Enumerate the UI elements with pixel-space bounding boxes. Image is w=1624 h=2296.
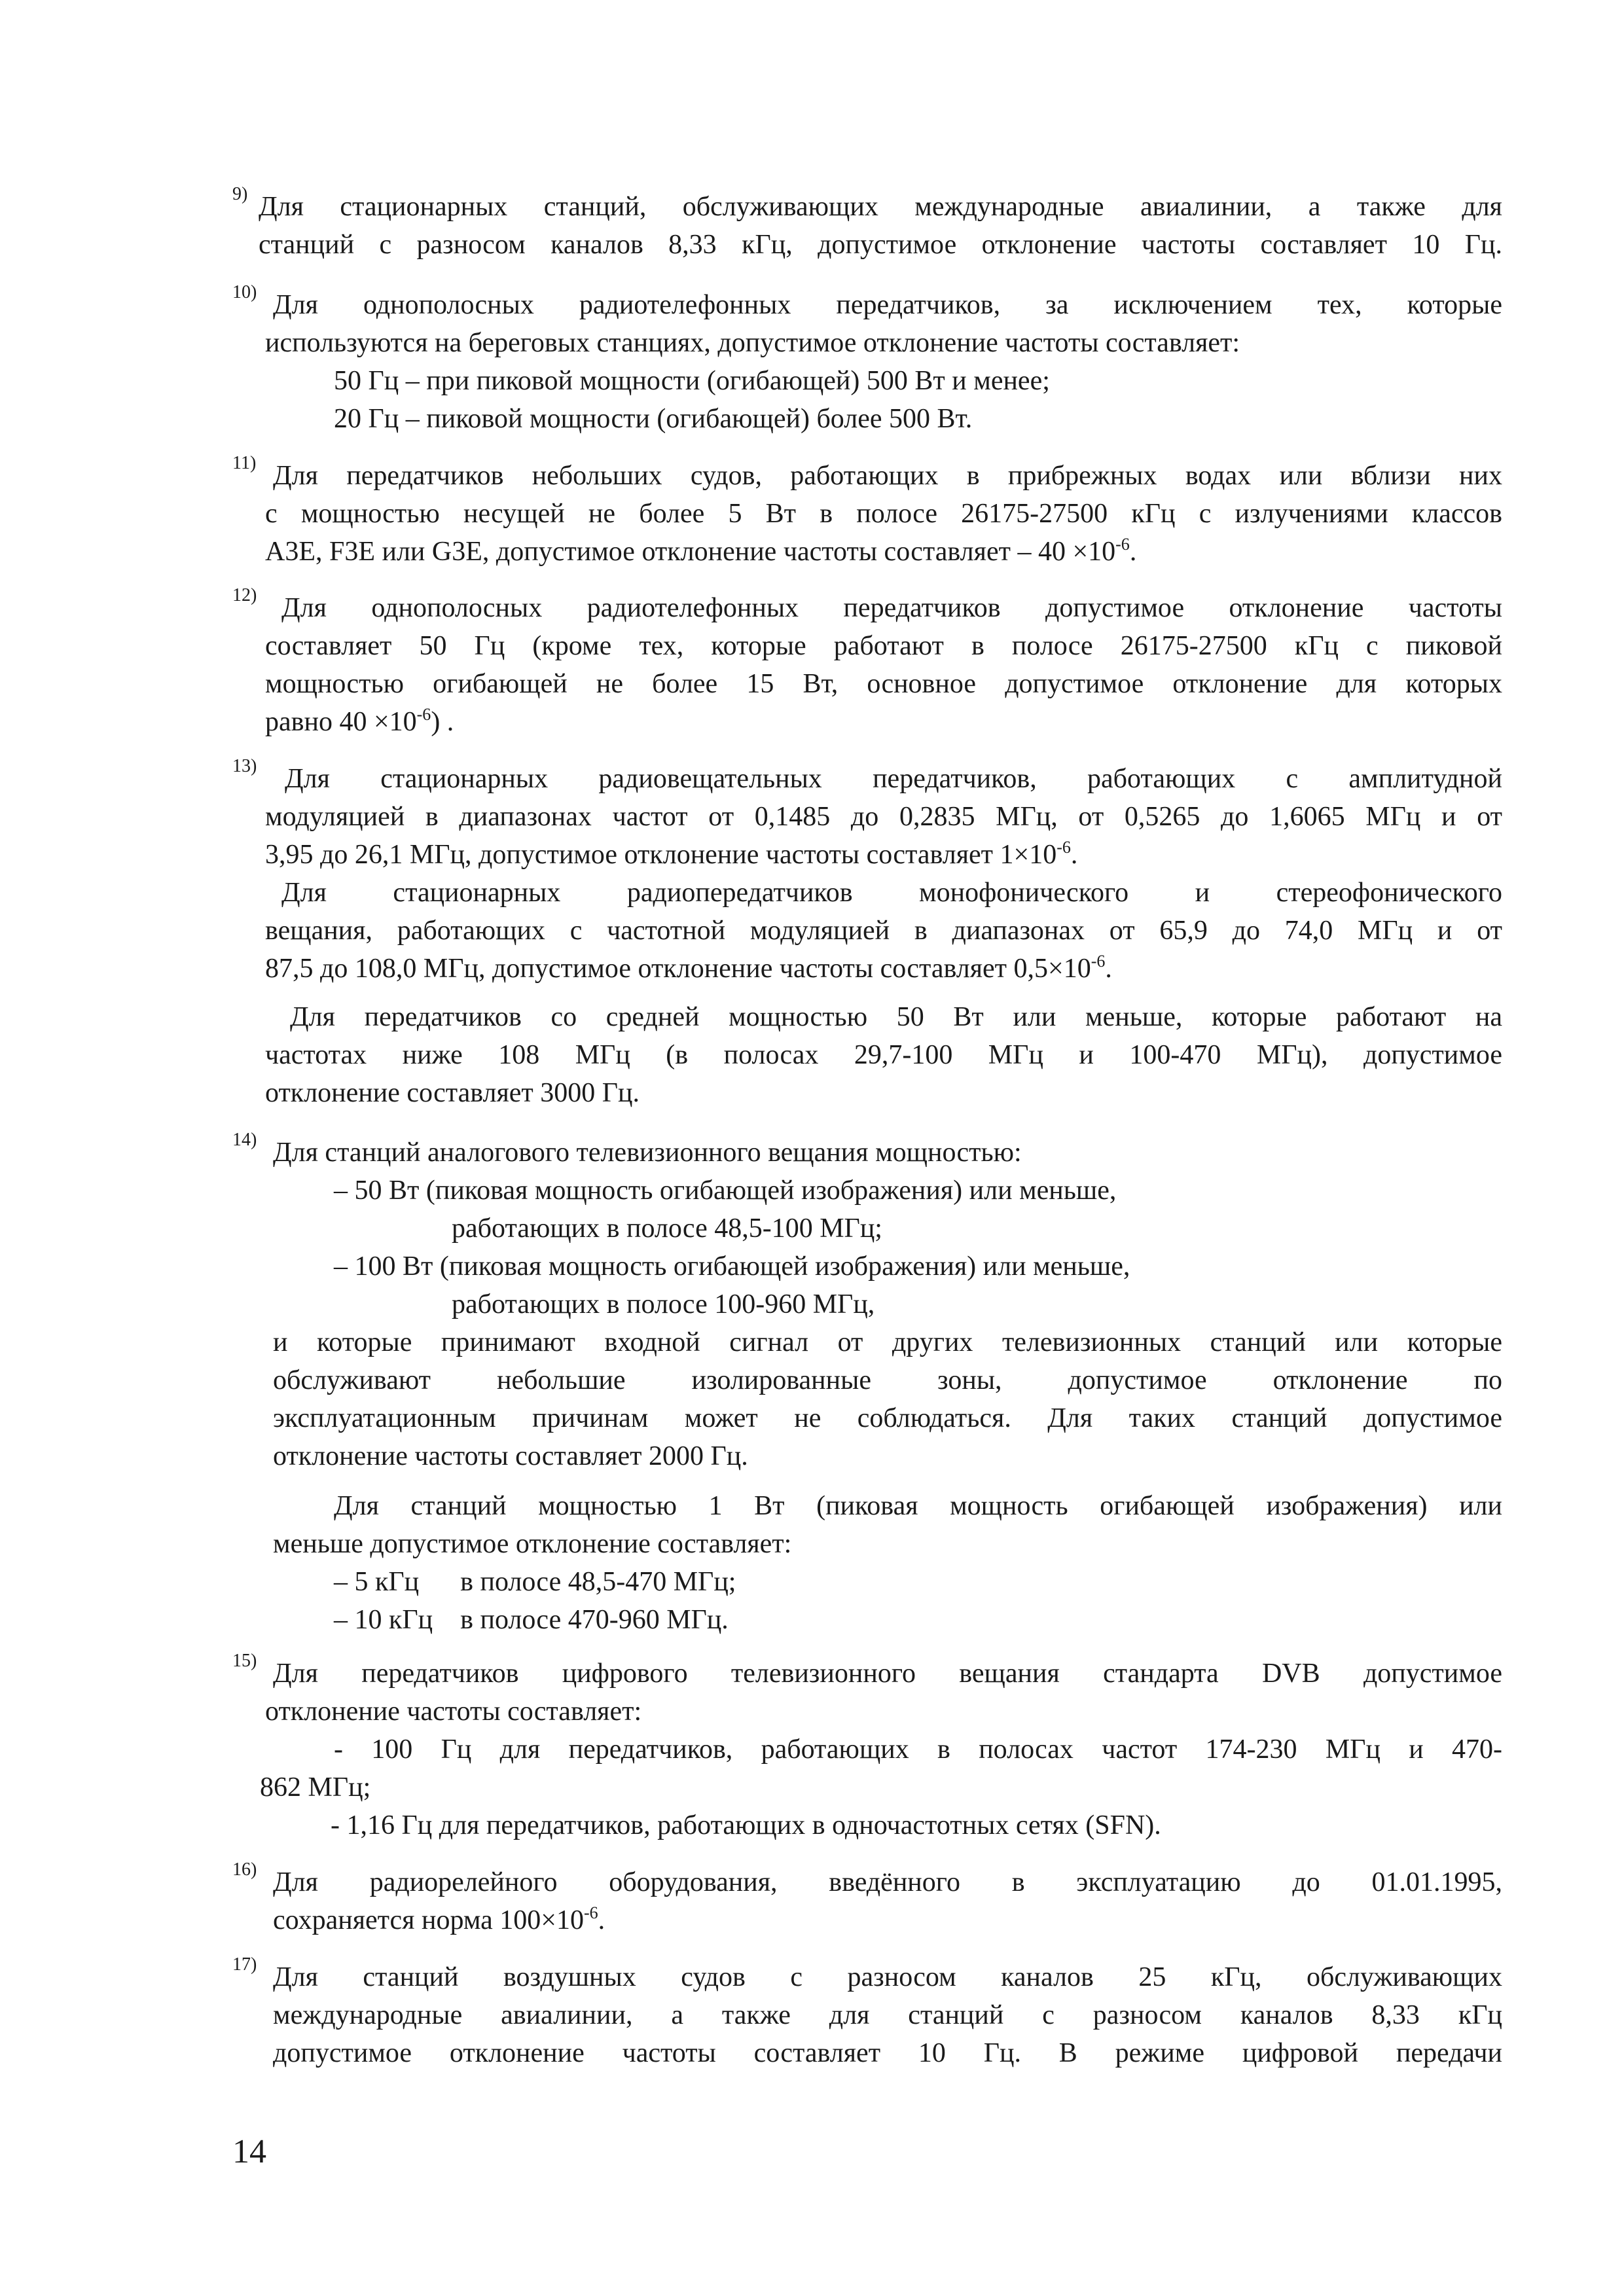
- footnote-line: обслуживают небольшие изолированные зоны, допустимое отклонение по: [273, 1365, 1502, 1395]
- footnote-11: [232, 453, 1502, 571]
- footnote-line: – 5 кГц в полосе 48,5-470 МГц;: [334, 1567, 736, 1597]
- exponent: -6: [1091, 952, 1106, 971]
- footnote-line: Для станций воздушных судов с разносом каналов 25 кГц, обслуживающих: [273, 1962, 1502, 1992]
- footnote-17: [232, 1954, 1502, 2072]
- footnote-line: станций с разносом каналов 8,33 кГц, допустимое отклонение частоты составляет 10 Гц.: [259, 230, 1502, 260]
- footnote-number: 16): [232, 1859, 257, 1880]
- exponent: -6: [1115, 535, 1130, 554]
- footnote-line: работающих в полосе 100-960 МГц,: [452, 1289, 875, 1319]
- exponent: -6: [1056, 838, 1071, 857]
- page-number: 14: [232, 2133, 266, 2170]
- line-text: .: [598, 1905, 605, 1935]
- footnote-number: 9): [232, 184, 248, 204]
- exponent: -6: [583, 1903, 598, 1922]
- footnote-line: и которые принимают входной сигнал от других телевизионных станций или которые: [273, 1327, 1502, 1357]
- footnote-line: Для радиорелейного оборудования, введённого в эксплуатацию до 01.01.1995,: [273, 1867, 1502, 1897]
- footnote-line: – 50 Вт (пиковая мощность огибающей изображения) или меньше,: [334, 1175, 1117, 1206]
- footnote-line: Для стационарных станций, обслуживающих международные авиалинии, а также для: [259, 192, 1502, 222]
- footnote-number: 17): [232, 1954, 257, 1975]
- footnote-line: 50 Гц – при пиковой мощности (огибающей) 500 Вт и менее;: [334, 366, 1050, 396]
- footnote-line: модуляцией в диапазонах частот от 0,1485 до 0,2835 МГц, от 0,5265 до 1,6065 МГц и от: [265, 802, 1502, 832]
- footnote-line: – 10 кГц в полосе 470-960 МГц.: [334, 1605, 729, 1635]
- footnote-line: [265, 950, 1502, 988]
- footnote-line: мощностью огибающей не более 15 Вт, основное допустимое отклонение для которых: [265, 669, 1502, 699]
- footnote-12: [232, 585, 1502, 741]
- footnote-number: 11): [232, 453, 257, 473]
- footnote-line: составляет 50 Гц (кроме тех, которые работают в полосе 26175-27500 кГц с пиковой: [265, 631, 1502, 661]
- footnote-line: с мощностью несущей не более 5 Вт в полосе 26175-27500 кГц с излучениями классов: [265, 499, 1502, 529]
- footnote-10: [232, 282, 1502, 438]
- footnote-line: отклонение составляет 3000 Гц.: [265, 1078, 640, 1108]
- footnote-line: - 1,16 Гц для передатчиков, работающих в одночастотных сетях (SFN).: [331, 1810, 1161, 1840]
- footnote-line: [265, 703, 1502, 741]
- line-text: .: [1129, 537, 1137, 567]
- footnote-number: 15): [232, 1651, 257, 1671]
- footnote-line: эксплуатационным причинам может не соблюдаться. Для таких станций допустимое: [273, 1403, 1502, 1433]
- footnote-line: отклонение частоты составляет 2000 Гц.: [273, 1441, 748, 1471]
- footnote-16: [232, 1859, 1502, 1939]
- footnote-line: 862 МГц;: [260, 1772, 371, 1803]
- line-text: 3,95 до 26,1 МГц, допустимое отклонение частоты составляет 1×10: [265, 840, 1057, 870]
- exponent: -6: [416, 705, 431, 724]
- footnote-line: Для стационарных радиопередатчиков монофонического и стереофонического: [281, 878, 1502, 908]
- footnote-9: [232, 184, 1502, 264]
- footnote-number: 12): [232, 585, 257, 605]
- footnote-line: меньше допустимое отклонение составляет:: [273, 1529, 792, 1559]
- footnote-line: используются на береговых станциях, допустимое отклонение частоты составляет:: [265, 328, 1240, 358]
- line-text: ) .: [431, 707, 454, 737]
- footnote-line: [273, 1901, 1502, 1939]
- footnote-number: 10): [232, 282, 257, 302]
- footnote-line: [265, 836, 1502, 874]
- footnote-line: Для станций мощностью 1 Вт (пиковая мощность огибающей изображения) или: [334, 1491, 1502, 1521]
- footnote-number: 13): [232, 756, 257, 776]
- line-text: 87,5 до 108,0 МГц, допустимое отклонение частоты составляет 0,5×10: [265, 954, 1091, 984]
- footnote-line: Для передатчиков со средней мощностью 50 Вт или меньше, которые работают на: [290, 1002, 1502, 1032]
- footnote-15: [232, 1651, 1502, 1844]
- footnote-line: [265, 533, 1502, 571]
- footnote-line: частотах ниже 108 МГц (в полосах 29,7-100 МГц и 100-470 МГц), допустимое: [265, 1040, 1502, 1070]
- footnote-line: Для передатчиков цифрового телевизионного вещания стандарта DVB допустимое: [273, 1659, 1502, 1689]
- footnote-number: 14): [232, 1130, 257, 1150]
- footnote-line: работающих в полосе 48,5-100 МГц;: [452, 1213, 882, 1244]
- footnote-line: - 100 Гц для передатчиков, работающих в полосах частот 174-230 МГц и 470-: [334, 1734, 1502, 1765]
- line-text: сохраняется норма 100×10: [273, 1905, 584, 1935]
- line-text: .: [1070, 840, 1078, 870]
- footnote-line: отклонение частоты составляет:: [265, 1696, 642, 1727]
- footnote-13: [232, 756, 1502, 1112]
- footnote-line: – 100 Вт (пиковая мощность огибающей изображения) или меньше,: [334, 1251, 1130, 1282]
- footnote-line: Для передатчиков небольших судов, работающих в прибрежных водах или вблизи них: [273, 461, 1502, 491]
- footnote-line: Для однополосных радиотелефонных передатчиков допустимое отклонение частоты: [281, 593, 1502, 623]
- footnote-line: 20 Гц – пиковой мощности (огибающей) более 500 Вт.: [334, 404, 973, 434]
- footnote-line: допустимое отклонение частоты составляет 10 Гц. В режиме цифровой передачи: [273, 2038, 1502, 2068]
- footnote-line: вещания, работающих с частотной модуляцией в диапазонах от 65,9 до 74,0 МГц и от: [265, 916, 1502, 946]
- footnote-line: Для стационарных радиовещательных передатчиков, работающих с амплитудной: [285, 764, 1502, 794]
- footnote-line: Для однополосных радиотелефонных передатчиков, за исключением тех, которые: [273, 290, 1502, 320]
- line-text: .: [1105, 954, 1112, 984]
- line-text: равно 40 ×10: [265, 707, 417, 737]
- line-text: A3E, F3E или G3E, допустимое отклонение частоты составляет – 40 ×10: [265, 537, 1116, 567]
- footnote-line: Для станций аналогового телевизионного вещания мощностью:: [273, 1138, 1022, 1168]
- footnote-line: международные авиалинии, а также для станций с разносом каналов 8,33 кГц: [273, 2000, 1502, 2030]
- footnote-14: [232, 1130, 1502, 1639]
